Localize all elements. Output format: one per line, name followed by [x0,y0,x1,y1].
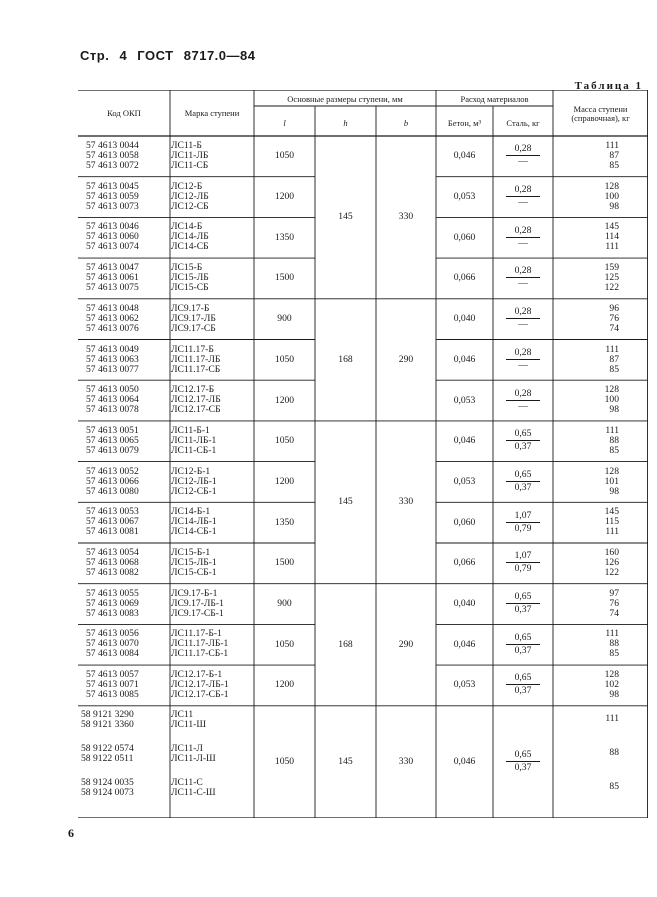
mass-value: 114 [604,231,619,243]
step-mark: ЛС15-ЛБ [171,272,209,284]
mass-value: 101 [604,475,619,487]
step-mark: ЛС12.17-СБ [171,404,221,416]
header-materials: Расход материалов [460,94,529,104]
concrete-value: 0,053 [453,679,476,691]
steel-denominator: 0,79 [514,522,532,534]
step-mark: ЛС9.17-СБ [171,322,216,334]
okp-code: 57 4613 0052 [86,465,139,477]
steel-denominator: — [518,278,528,290]
mass-value: 98 [609,404,619,416]
concrete-value: 0,060 [453,516,476,528]
concrete-value: 0,066 [453,272,476,284]
steel-numerator: 0,28 [506,389,540,401]
step-mark: ЛС11-ЛБ-1 [171,434,217,446]
step-mark: ЛС9.17-СБ-1 [171,607,224,619]
data-table [78,90,648,818]
steel-denominator: 0,37 [514,644,532,656]
concrete-value: 0,046 [453,638,476,650]
step-mark: ЛС15-Б [171,262,203,274]
step-mark: ЛС11-С-Ш [171,786,216,798]
concrete-value: 0,040 [453,598,476,610]
mass-value: 102 [604,679,619,691]
step-mark: ЛС11-Б-1 [171,424,210,436]
okp-code: 57 4613 0076 [86,322,139,334]
okp-code: 57 4613 0082 [86,567,139,578]
steel-numerator: 0,28 [506,348,540,360]
step-mark: ЛС11.17-ЛБ-1 [171,638,229,650]
concrete-value: 0,053 [453,394,476,406]
mass-value: 122 [604,567,619,578]
okp-code: 57 4613 0057 [86,669,139,681]
dim-l: 1050 [274,638,295,650]
mass-value: 159 [604,262,619,274]
steel-value [506,673,540,696]
step-mark: ЛС12-ЛБ [171,190,209,202]
header-number: 8717.0—84 [183,48,256,63]
okp-code: 57 4613 0064 [86,394,139,406]
okp-code: 57 4613 0077 [86,363,139,375]
steel-numerator: 0,28 [506,144,540,156]
header-dims: Основные размеры ступени, мм [287,94,403,104]
steel-denominator: 0,37 [514,604,532,616]
okp-code: 57 4613 0074 [86,241,139,253]
mass-value: 88 [609,638,619,650]
mass-value: 85 [609,363,619,375]
step-mark: ЛС14-СБ-1 [171,526,217,538]
mass-value: 145 [604,221,619,233]
okp-code: 57 4613 0081 [86,526,139,538]
step-mark: ЛС11-СБ [171,160,209,171]
step-mark: ЛС12.17-ЛБ [171,394,221,406]
step-mark: ЛС11-Б [171,140,202,151]
okp-code: 58 9124 0035 [81,776,134,788]
steel-numerator: 1,07 [506,551,540,563]
okp-code: 57 4613 0059 [86,190,139,202]
steel-numerator: 0,65 [506,429,540,441]
okp-code: 57 4613 0062 [86,312,139,324]
step-mark: ЛС11 [171,708,194,720]
steel-value [506,307,540,330]
okp-code: 57 4613 0050 [86,384,139,396]
mass-value: 85 [609,780,619,792]
steel-value [506,470,540,493]
step-mark: ЛС12-Б-1 [171,465,211,477]
mass-value: 98 [609,689,619,701]
steel-value [506,750,540,773]
dim-l: 1200 [274,475,295,487]
steel-numerator: 0,28 [506,185,540,197]
okp-code: 57 4613 0071 [86,679,139,691]
step-mark: ЛС12-ЛБ-1 [171,475,217,487]
step-mark: ЛС12-СБ [171,200,209,212]
mass-value: 87 [609,150,619,161]
dim-l: 1050 [274,353,295,365]
step-mark: ЛС12.17-ЛБ-1 [171,679,229,691]
okp-code: 57 4613 0045 [86,180,139,192]
mass-value: 76 [609,312,619,324]
dim-b: 330 [398,755,414,767]
header-mark: Марка ступени [184,108,240,118]
header-prefix: Стр. [80,48,110,63]
dim-l: 900 [277,313,292,325]
steel-numerator: 0,28 [506,307,540,319]
dim-l: 1200 [274,191,295,203]
okp-code: 57 4613 0053 [86,506,139,518]
okp-code: 57 4613 0051 [86,424,139,436]
okp-code: 57 4613 0079 [86,444,139,456]
concrete-value: 0,046 [453,435,476,447]
okp-code: 57 4613 0066 [86,475,139,487]
okp-code: 57 4613 0072 [86,160,139,171]
header-standard: ГОСТ [137,48,174,63]
header-steel: Сталь, кг [506,118,540,128]
step-mark: ЛС11-Л [171,742,203,754]
mass-value: 122 [604,282,619,294]
okp-code: 58 9122 0574 [81,742,134,754]
step-mark: ЛС15-СБ-1 [171,567,217,578]
mass-value: 76 [609,597,619,609]
page-number: 6 [68,826,74,840]
header-h: h [343,118,348,128]
step-mark: ЛС9.17-Б-1 [171,587,218,599]
steel-denominator: 0,37 [514,481,532,493]
step-mark: ЛС11.17-Б [171,343,214,355]
step-mark: ЛС14-ЛБ-1 [171,516,217,528]
dim-h: 145 [338,755,353,767]
page-header [80,48,261,63]
okp-code: 58 9121 3360 [81,718,134,730]
mass-value: 100 [604,190,619,202]
steel-denominator: — [518,359,528,371]
concrete-value: 0,046 [453,150,476,162]
mass-value: 74 [609,607,619,619]
step-mark: ЛС12-СБ-1 [171,485,217,497]
okp-code: 57 4613 0049 [86,343,139,355]
mass-value: 111 [605,343,619,355]
okp-code: 57 4613 0078 [86,404,139,416]
mass-value: 111 [605,712,619,724]
step-mark: ЛС12.17-Б [171,384,215,396]
okp-code: 57 4613 0085 [86,689,139,701]
steel-value [506,511,540,534]
steel-value [506,266,540,289]
step-mark: ЛС11-С [171,776,203,788]
step-mark: ЛС9.17-Б [171,302,210,314]
okp-code: 57 4613 0080 [86,485,139,497]
okp-code: 57 4613 0073 [86,200,139,212]
step-mark: ЛС11.17-Б-1 [171,628,222,640]
steel-denominator: 0,37 [514,761,532,773]
okp-code: 57 4613 0044 [86,140,139,151]
okp-code: 57 4613 0061 [86,272,139,284]
step-mark: ЛС12.17-СБ-1 [171,689,229,701]
header-code: Код ОКП [107,108,141,118]
dim-l: 1500 [274,557,295,569]
okp-code: 57 4613 0063 [86,353,139,365]
dim-l: 1050 [274,150,295,162]
dim-h: 145 [338,211,353,223]
steel-denominator: 0,79 [514,563,532,575]
mass-value: 97 [609,587,619,599]
dim-b: 290 [398,638,414,650]
dim-l: 1200 [274,679,295,691]
step-mark: ЛС11-Л-Ш [171,752,216,764]
mass-value: 85 [609,444,619,456]
mass-value: 125 [604,272,619,284]
okp-code: 58 9122 0511 [81,752,134,764]
steel-numerator: 0,65 [506,633,540,645]
mass-value: 100 [604,394,619,406]
okp-code: 57 4613 0047 [86,262,139,274]
concrete-value: 0,046 [453,755,476,767]
steel-denominator: — [518,319,528,331]
steel-value [506,144,540,167]
steel-value [506,185,540,208]
step-mark: ЛС11.17-СБ-1 [171,648,229,660]
concrete-value: 0,040 [453,313,476,325]
steel-numerator: 0,65 [506,592,540,604]
okp-code: 57 4613 0068 [86,557,139,568]
mass-value: 115 [604,516,619,528]
okp-code: 57 4613 0083 [86,607,139,619]
header-mass-2: (справочная), кг [571,113,630,123]
dim-l: 1500 [274,272,295,284]
step-mark: ЛС14-Б [171,221,203,233]
mass-value: 111 [605,628,619,640]
step-mark: ЛС12.17-Б-1 [171,669,223,681]
mass-value: 111 [605,424,619,436]
dim-l: 1050 [274,755,295,767]
dim-l: 900 [277,598,292,610]
mass-value: 87 [609,353,619,365]
concrete-value: 0,053 [453,475,476,487]
mass-value: 111 [605,140,619,151]
header-l: l [283,118,286,128]
step-mark: ЛС14-ЛБ [171,231,209,243]
concrete-value: 0,066 [453,557,476,569]
step-mark: ЛС9.17-ЛБ-1 [171,597,224,609]
mass-value: 128 [604,180,619,192]
mass-value: 128 [604,384,619,396]
steel-denominator: — [518,197,528,209]
mass-value: 128 [604,669,619,681]
okp-code: 57 4613 0069 [86,597,139,609]
dim-l: 1050 [274,435,295,447]
mass-value: 126 [604,557,619,568]
steel-numerator: 0,65 [506,673,540,685]
dim-l: 1350 [274,516,295,528]
step-mark: ЛС15-ЛБ-1 [171,557,217,568]
header-mass-1: Масса ступени [573,104,628,114]
step-mark: ЛС11.17-СБ [171,363,221,375]
dim-l: 1200 [274,394,295,406]
step-mark: ЛС14-Б-1 [171,506,211,518]
mass-value: 111 [605,526,619,538]
steel-value [506,429,540,452]
steel-value [506,348,540,371]
okp-code: 57 4613 0060 [86,231,139,243]
steel-numerator: 0,65 [506,750,540,762]
okp-code: 58 9124 0073 [81,786,134,798]
mass-value: 85 [609,648,619,660]
step-mark: ЛС15-СБ [171,282,209,294]
okp-code: 57 4613 0075 [86,282,139,294]
steel-denominator: — [518,237,528,249]
mass-value: 160 [604,547,619,558]
mass-value: 85 [609,160,619,171]
mass-value: 74 [609,322,619,334]
mass-value: 145 [604,506,619,518]
steel-numerator: 1,07 [506,511,540,523]
dim-h: 168 [338,353,353,365]
okp-code: 57 4613 0054 [86,547,139,558]
okp-code: 57 4613 0065 [86,434,139,446]
okp-code: 58 9121 3290 [81,708,134,720]
steel-value [506,633,540,656]
mass-value: 88 [609,746,619,758]
dim-h: 168 [338,638,353,650]
dim-h: 145 [338,496,353,508]
header-b: b [403,118,409,128]
table-title: Таблица 1 [574,80,643,92]
steel-value [506,551,540,574]
okp-code: 57 4613 0058 [86,150,139,161]
concrete-value: 0,060 [453,231,476,243]
steel-value [506,226,540,249]
step-mark: ЛС15-Б-1 [171,547,211,558]
okp-code: 57 4613 0056 [86,628,139,640]
mass-value: 128 [604,465,619,477]
dim-b: 330 [398,211,414,223]
mass-value: 88 [609,434,619,446]
step-mark: ЛС11-Ш [171,718,207,730]
okp-code: 57 4613 0046 [86,221,139,233]
step-mark: ЛС9.17-ЛБ [171,312,216,324]
okp-code: 57 4613 0067 [86,516,139,528]
steel-value [506,389,540,412]
mass-value: 96 [609,302,619,314]
steel-denominator: 0,37 [514,685,532,697]
dim-l: 1350 [274,231,295,243]
step-mark: ЛС14-СБ [171,241,209,253]
mass-value: 98 [609,200,619,212]
concrete-value: 0,046 [453,353,476,365]
dim-b: 290 [398,353,414,365]
steel-numerator: 0,65 [506,470,540,482]
header-concrete: Бетон, м³ [447,118,482,128]
steel-numerator: 0,28 [506,226,540,238]
okp-code: 57 4613 0070 [86,638,139,650]
dim-b: 330 [398,496,414,508]
step-mark: ЛС12-Б [171,180,203,192]
okp-code: 57 4613 0084 [86,648,139,660]
steel-denominator: — [518,400,528,412]
header-page: 4 [119,48,128,63]
steel-value [506,592,540,615]
step-mark: ЛС11-ЛБ [171,150,209,161]
concrete-value: 0,053 [453,191,476,203]
okp-code: 57 4613 0055 [86,587,139,599]
mass-value: 98 [609,485,619,497]
step-mark: ЛС11.17-ЛБ [171,353,221,365]
steel-denominator: — [518,156,528,168]
okp-code: 57 4613 0048 [86,302,139,314]
mass-value: 111 [605,241,619,253]
steel-denominator: 0,37 [514,441,532,453]
steel-numerator: 0,28 [506,266,540,278]
step-mark: ЛС11-СБ-1 [171,444,217,456]
